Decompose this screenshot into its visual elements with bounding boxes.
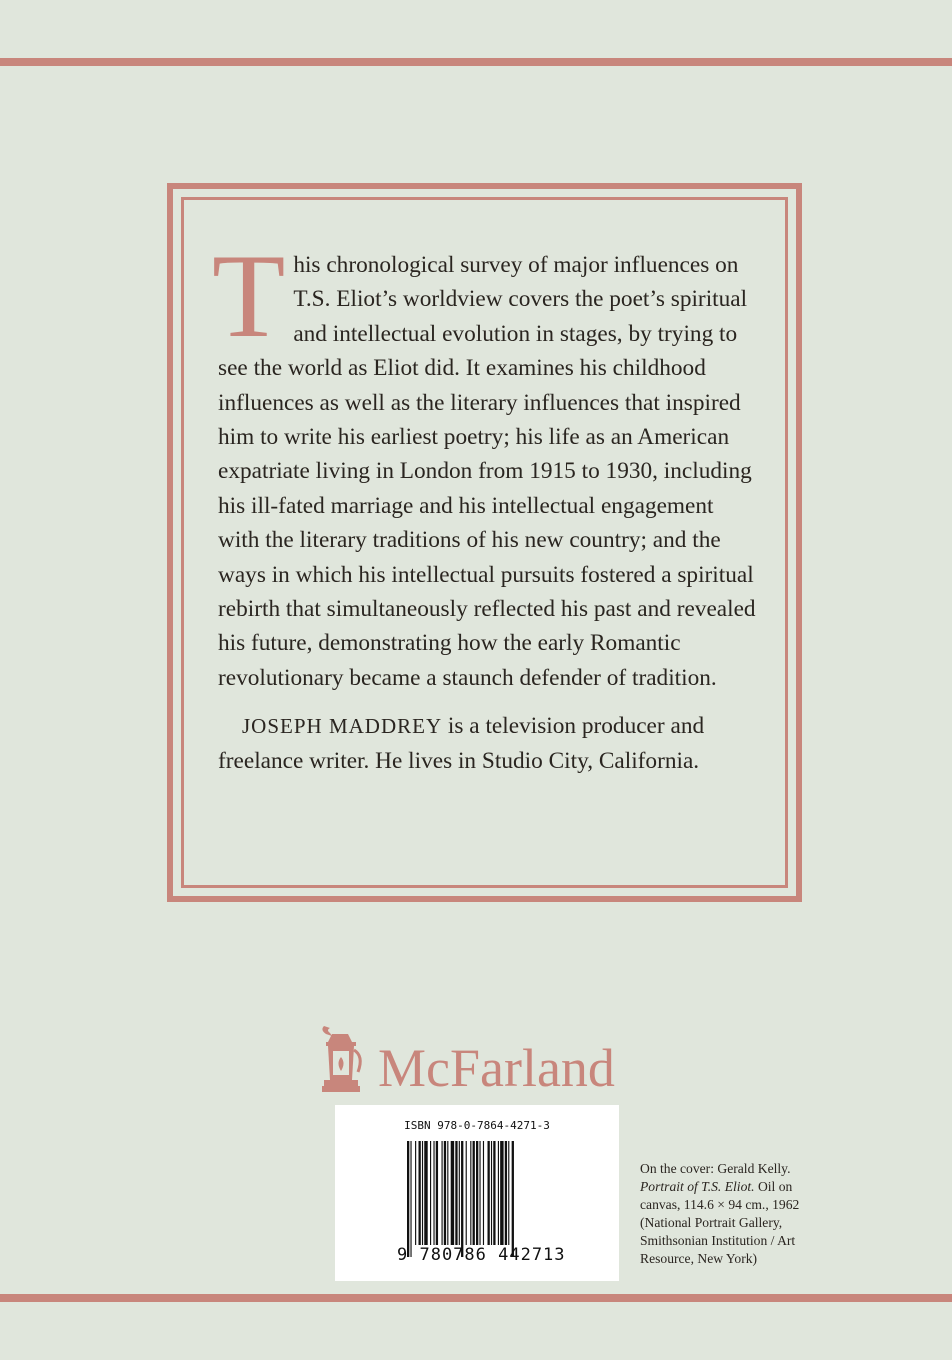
barcode-digits: 9 780786 442713 bbox=[397, 1245, 566, 1265]
cover-credit bbox=[640, 1160, 830, 1268]
barcode-bars bbox=[407, 1141, 547, 1257]
publisher-logo bbox=[318, 1020, 638, 1100]
author-bio bbox=[218, 709, 758, 778]
cover-credit-title: Portrait of T.S. Eliot. bbox=[640, 1179, 755, 1194]
lantern-logo-icon bbox=[318, 1024, 368, 1096]
cover-credit-line1: On the cover: Gerald Kelly. bbox=[640, 1161, 791, 1176]
author-bio-text: is a television producer and freelance writer. He lives in Studio City, California. bbox=[218, 713, 705, 774]
drop-cap: T bbox=[212, 229, 286, 362]
blurb-copy bbox=[212, 229, 758, 778]
top-rule bbox=[0, 58, 952, 66]
barcode bbox=[335, 1105, 619, 1281]
blurb-paragraph bbox=[212, 229, 758, 695]
author-name: JOSEPH MADDREY bbox=[242, 714, 443, 739]
isbn-label: ISBN 978-0-7864-4271-3 bbox=[404, 1119, 550, 1132]
blurb-text: his chronological survey of major influences on T.S. Eliot’s worldview covers the poet’s spiritual and intellectual evolution in stages, by trying to see the world as Eliot did. It examines his childhood influences as well as the literary influences that inspired him to write his earliest poetry; his life as an American expatriate living in London from 1915 to 1930, including his ill-fated marriage and his intellectual engagement with the literary traditions of his new country; and the ways in which his intellectual pursuits fostered a spiritual rebirth that simultaneously reflected his past and revealed his future, demonstrating how the early Romantic revolutionary became a staunch defender of tradition. bbox=[218, 252, 756, 691]
cover-credit-line2: Oil on canvas, 114.6 × 94 cm., 1962 (National Portrait Gallery, Smithsonian Institution / Art Resource, New York) bbox=[640, 1179, 800, 1266]
bottom-rule bbox=[0, 1294, 952, 1302]
publisher-name: McFarland bbox=[378, 1038, 615, 1098]
